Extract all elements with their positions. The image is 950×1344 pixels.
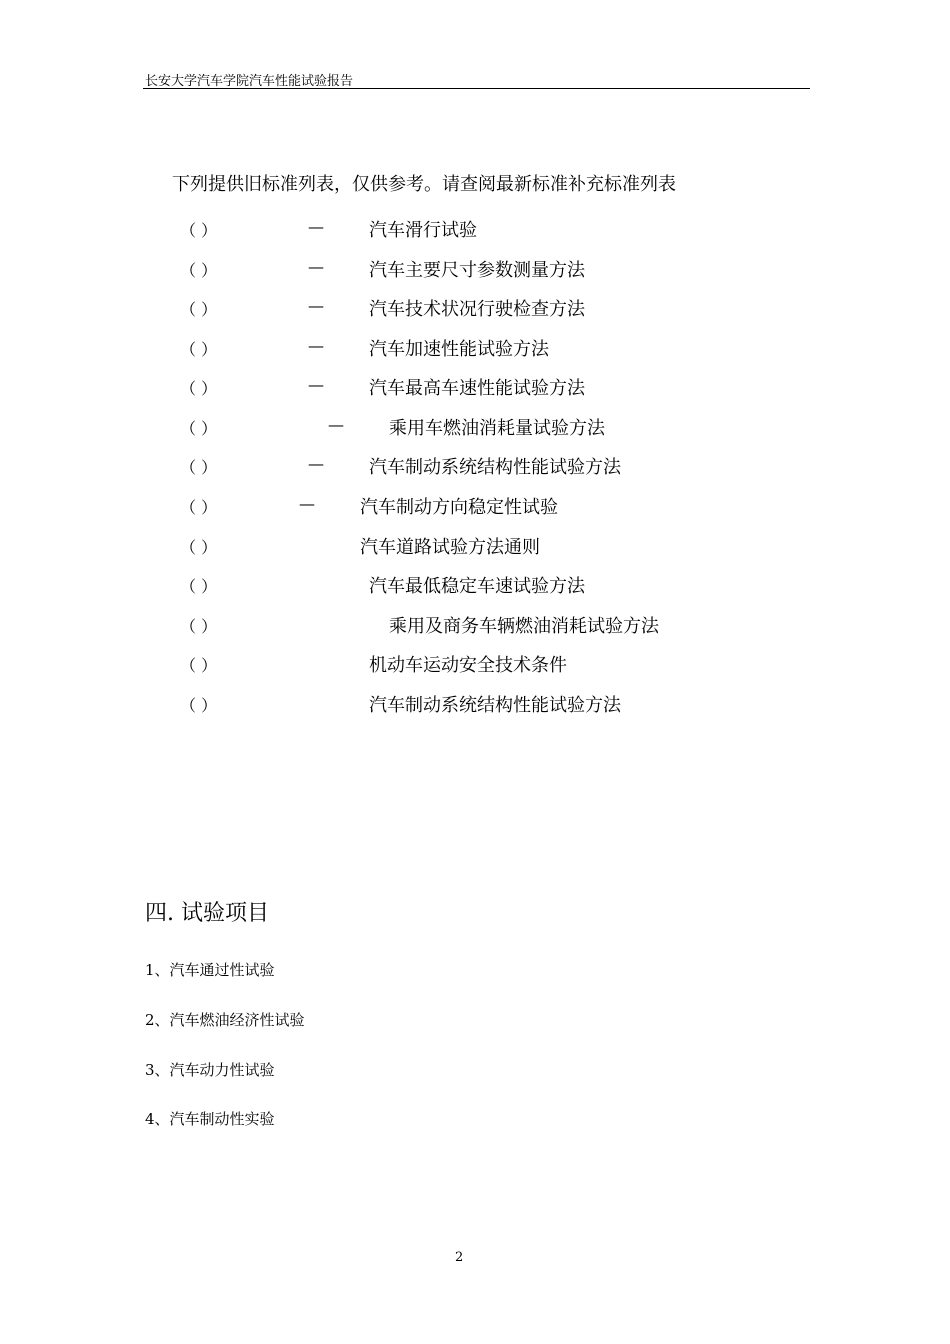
standard-code-paren: （ ）: [180, 656, 218, 675]
standard-title: 汽车滑行试验: [369, 220, 477, 241]
standard-title: 汽车道路试验方法通则: [360, 537, 540, 558]
standard-dash: —: [308, 217, 324, 236]
standard-code-paren: （ ）: [180, 458, 218, 477]
standard-code-paren: （ ）: [180, 221, 218, 240]
header-rule: [143, 88, 810, 89]
standard-dash: —: [308, 257, 324, 276]
standard-code-paren: （ ）: [180, 577, 218, 596]
standard-title: 乘用车燃油消耗量试验方法: [389, 418, 605, 439]
standard-title: 汽车制动方向稳定性试验: [360, 497, 558, 518]
list-item: 3、汽车动力性试验: [145, 1061, 275, 1079]
standard-dash: —: [299, 494, 315, 513]
standard-title: 汽车制动系统结构性能试验方法: [369, 457, 621, 478]
standard-dash: —: [328, 415, 344, 434]
standard-code-paren: （ ）: [180, 261, 218, 280]
standard-title: 汽车最高车速性能试验方法: [369, 378, 585, 399]
standard-code-paren: （ ）: [180, 498, 218, 517]
standard-code-paren: （ ）: [180, 419, 218, 438]
standard-title: 机动车运动安全技术条件: [369, 655, 567, 676]
standard-dash: —: [308, 296, 324, 315]
standard-code-paren: （ ）: [180, 538, 218, 557]
standard-code-paren: （ ）: [180, 340, 218, 359]
standard-title: 汽车主要尺寸参数测量方法: [369, 260, 585, 281]
standard-title: 汽车加速性能试验方法: [369, 339, 549, 360]
standard-title: 汽车制动系统结构性能试验方法: [369, 695, 621, 716]
standard-dash: —: [308, 454, 324, 473]
page-number: 2: [455, 1250, 464, 1265]
standard-dash: —: [308, 336, 324, 355]
standard-dash: —: [308, 375, 324, 394]
standard-title: 汽车技术状况行驶检查方法: [369, 299, 585, 320]
list-item: 1、汽车通过性试验: [145, 961, 275, 979]
standard-title: 汽车最低稳定车速试验方法: [369, 576, 585, 597]
list-item: 2、汽车燃油经济性试验: [145, 1011, 305, 1029]
intro-paragraph: 下列提供旧标准列表，仅供参考。请查阅最新标准补充标准列表: [172, 174, 676, 195]
standard-code-paren: （ ）: [180, 696, 218, 715]
section-heading: 四. 试验项目: [145, 901, 269, 926]
list-item: 4、汽车制动性实验: [145, 1110, 275, 1128]
standard-code-paren: （ ）: [180, 617, 218, 636]
standard-code-paren: （ ）: [180, 300, 218, 319]
standard-title: 乘用及商务车辆燃油消耗试验方法: [389, 616, 659, 637]
running-header: 长安大学汽车学院汽车性能试验报告: [145, 74, 354, 89]
standard-code-paren: （ ）: [180, 379, 218, 398]
